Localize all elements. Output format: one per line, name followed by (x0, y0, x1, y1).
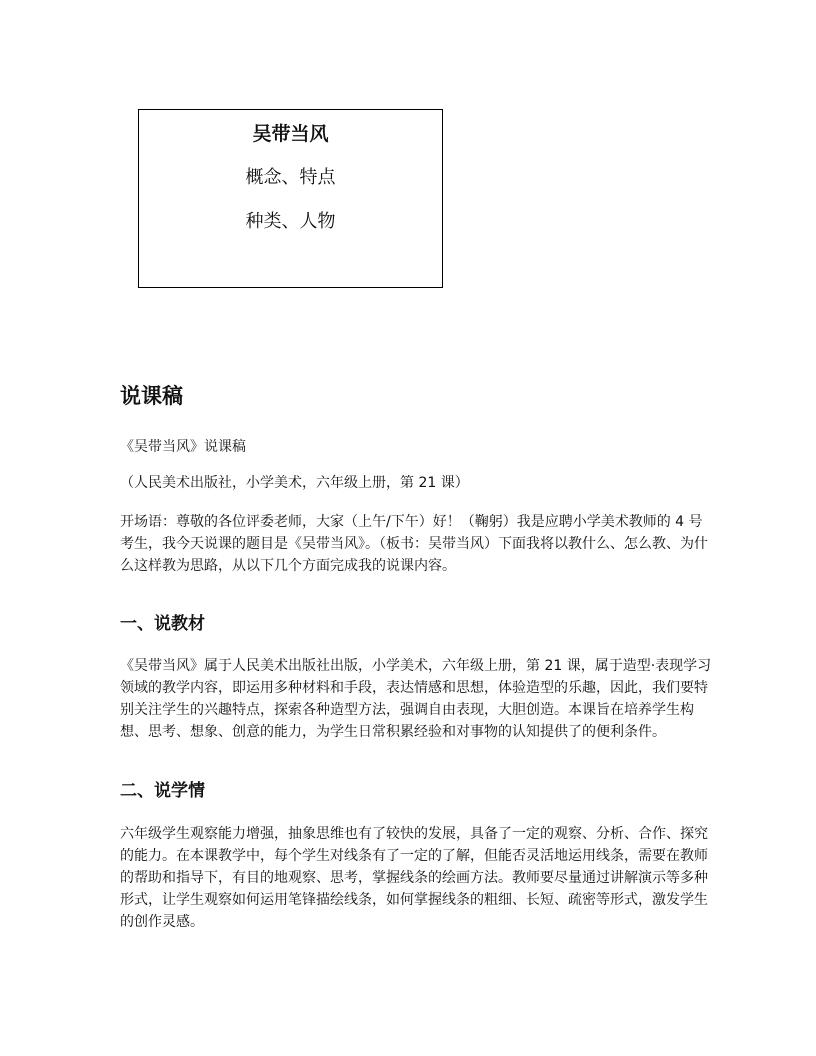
opening-paragraph: 开场语：尊敬的各位评委老师，大家（上午/下午）好！（鞠躬）我是应聘小学美术教师的 4 号考生，我今天说课的题目是《吴带当风》。（板书：吴带当风）下面我将以教什么、怎么教、为什么这样教为思路，从以下几个方面完成我的说课内容。 (120, 514, 708, 574)
publisher-info: （人民美术出版社，小学美术，六年级上册，第 21 课） (120, 475, 469, 491)
document-title: 说课稿 (120, 384, 183, 408)
board-line-types: 种类、人物 (245, 211, 336, 232)
board-title: 吴带当风 (252, 123, 329, 145)
section-heading-textbook: 一、说教材 (120, 614, 205, 634)
section-heading-students: 二、说学情 (120, 781, 205, 801)
board-line-concept: 概念、特点 (245, 167, 336, 188)
section-body-students: 六年级学生观察能力增强，抽象思维也有了较快的发展，具备了一定的观察、分析、合作、探究的能力。在本课教学中，每个学生对线条有了一定的了解，但能否灵活地运用线条，需要在教师的帮助和指导下，有目的地观察、思考，掌握线条的绘画方法。教师要尽量通过讲解演示等多种形式，让学生观察如何运用笔锋描绘线条，如何掌握线条的粗细、长短、疏密等形式，激发学生的创作灵感。 (120, 826, 708, 930)
section-body-textbook: 《吴带当风》属于人民美术出版社出版，小学美术，六年级上册，第 21 课，属于造型·表现学习领域的教学内容，即运用多种材料和手段，表达情感和思想，体验造型的乐趣，因此，我们要特别关注学生的兴趣特点，探索各种造型方法，强调自由表现，大胆创造。本课旨在培养学生构想、思考、想象、创意的能力，为学生日常积累经验和对事物的认知提供了的便利条件。 (120, 658, 712, 740)
blackboard-outline-box (138, 109, 443, 288)
lesson-subtitle: 《吴带当风》说课稿 (120, 439, 246, 455)
